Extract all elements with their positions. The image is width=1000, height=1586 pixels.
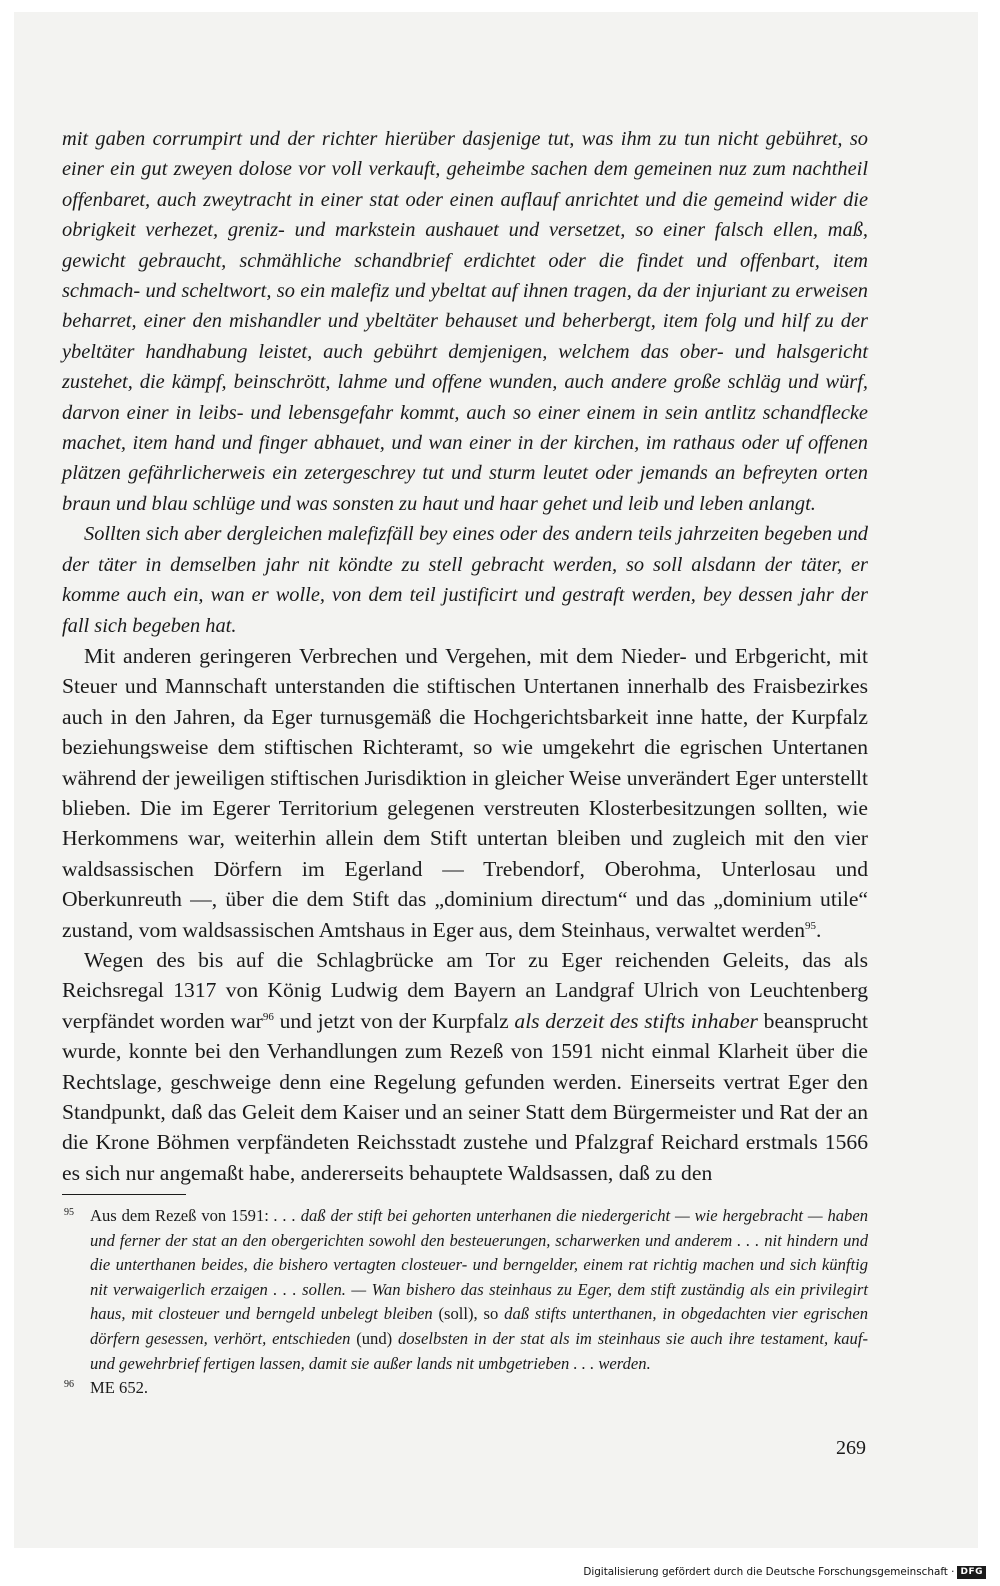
footnote-text: ME 652. <box>90 1378 149 1398</box>
footnote-quote: doselbsten in der stat als im steinhaus sie auch ihre testament, kauf- und gewehrbrief fertigen lassen, damit sie außer lands nit umbgetrieben . . . werden. <box>90 1328 868 1373</box>
footnote-quote: . . . daß der stift bei gehorten unterhanen die niedergericht — wie hergebracht — haben und ferner der stat an den obergerichten sowohl den besteuerungen, scharwerken und anderem . . . nit hindern und die unterthanen beides, die bishero vertagten closteuer- und berngelder, einem rat richtig machen und sich künftig nit verwaigerlich erzaigen . . . sollen. — Wan bishero das steinhaus zu Eger, dem stift zuständig als ein privilegirt haus, mit closteuer und berngeld unbelegt bleiben <box>90 1206 869 1324</box>
main-text <box>62 124 868 1188</box>
credit-text: Digitalisierung gefördert durch die Deutsche Forschungsgemeinschaft · <box>583 1566 955 1578</box>
body-paragraph-2 <box>62 945 868 1188</box>
page-number: 269 <box>836 1437 866 1459</box>
body-paragraph-2-text-a: Wegen des bis auf die Schlagbrücke am Tor zu Eger reichenden Geleits, das als Reichsregal 1317 von König Ludwig dem Bayern an Landgraf Ulrich von Leuchtenberg verpfändet worden war <box>62 947 868 1033</box>
quote-paragraph-1: mit gaben corrumpirt und der richter hierüber dasjenige tut, was ihm zu tun nicht gebühret, so einer ein gut zweyen dolose vor voll verkauft, geheimbe sachen dem gemeinen nuz zum nachtheil offenbaret, auch zweytracht in einer stat oder einen auflauf anrichtet und die gemeind wider die obrigkeit verhezet, greniz- und markstein aushauet und versetzet, so einer falsch ellen, maß, gewicht gebraucht, schmähliche schandbrief erdichtet oder die findet und offenbart, item schmach- und scheltwort, so ein malefiz und ybeltat auf ihnen tragen, da der injuriant zu erweisen beharret, einer den mishandler und ybeltäter behauset und beherbergt, item folg und hilf zu der ybeltäter handhabung leistet, auch gebührt demjenigen, welchem das ober- und halsgericht zustehet, die kämpf, beinschrött, lahme und offene wunden, auch andere große schläg und würf, darvon einer in leibs- und lebensgefahr kommt, auch so einer einem in sein antlitz schandflecke machet, item hand und finger abhauet, und wan einer in der kirchen, im rathaus oder uf offenen plätzen gefährlicherweis ein zetergeschrey tut und sturm leutet oder jemands an befreyten orten braun und blau schlüge und was sonsten zu haut und haar gehet und leib und leben anlangt. <box>62 128 868 515</box>
body-paragraph-2-italic: als derzeit des stifts inhaber <box>514 1008 758 1033</box>
body-paragraph-2-text-c: beansprucht wurde, konnte bei den Verhandlungen zum Rezeß von 1591 nicht einmal Klarheit über die Rechtslage, geschweige denn eine Regelung gefunden werden. Einerseits vertrat Eger den Standpunkt, daß das Geleit dem Kaiser und an seiner Statt dem Bürgermeister und Rat der an die Krone Böhmen verpfändeten Reichsstadt zustehe und Pfalzgraf Reichard erstmals 1566 es sich nur angemaßt habe, andererseits behauptete Waldsassen, daß zu den <box>62 1008 869 1185</box>
footnote-95 <box>62 1204 868 1376</box>
body-paragraph-1-text: Mit anderen geringeren Verbrechen und Vergehen, mit dem Nieder- und Erbgericht, mit Steuer und Mannschaft unterstanden die stiftischen Untertanen innerhalb des Fraisbezirkes auch in den Jahren, da Eger turnusgemäß die Hochgerichtsbarkeit inne hatte, der Kurpfalz beziehungsweise dem stiftischen Richteramt, so wie umgekehrt die egrischen Untertanen während der jeweiligen stiftischen Jurisdiktion in gleicher Weise unverändert Eger unterstellt blieben. Die im Egerer Territorium gelegenen verstreuten Klosterbesitzungen sollten, wie Herkommens war, weiterhin allein dem Stift untertan bleiben und zugleich mit den vier waldsassischen Dörfern im Egerland — Trebendorf, Oberohma, Unterlosau und Oberkunreuth —, über die dem Stift das „dominium directum“ und das „dominium utile“ zustand, vom waldsassischen Amtshaus in Eger aus, dem Steinhaus, verwaltet werden <box>62 643 868 942</box>
body-paragraph-1 <box>62 641 868 945</box>
footnote-text: (und) <box>350 1328 398 1348</box>
footnote-ref-95: 95 <box>805 919 817 932</box>
footnote-quote: daß stifts unterthanen, in obgedachten vier egrischen dörfern gesessen, verhört, entschieden <box>90 1304 868 1348</box>
dfg-logo-icon: DFG <box>957 1566 986 1579</box>
footnote-96 <box>62 1376 868 1401</box>
footnote-text: (soll), so <box>432 1304 505 1324</box>
body-paragraph-2-text-b: und jetzt von der Kurpfalz <box>273 1008 515 1033</box>
footnote-text: Aus dem Rezeß von 1591: <box>90 1206 274 1225</box>
footnote-divider <box>62 1194 186 1195</box>
footnotes <box>62 1204 868 1401</box>
body-paragraph-1-end: . <box>816 917 822 942</box>
footnote-mark: 96 <box>64 1379 74 1391</box>
digitization-credit <box>583 1565 986 1579</box>
footnote-ref-96: 96 <box>262 1010 274 1023</box>
footnote-mark: 95 <box>64 1207 74 1218</box>
quote-paragraph-2: Sollten sich aber dergleichen malefizfäll bey eines oder des andern teils jahrzeiten begeben und der täter in demselben jahr nit köndte zu stell gebracht werden, so soll alsdann der täter, er komme auch ein, wan er wolle, von dem teil justificirt und gestraft werden, bey dessen jahr der fall sich begeben hat. <box>62 523 868 637</box>
